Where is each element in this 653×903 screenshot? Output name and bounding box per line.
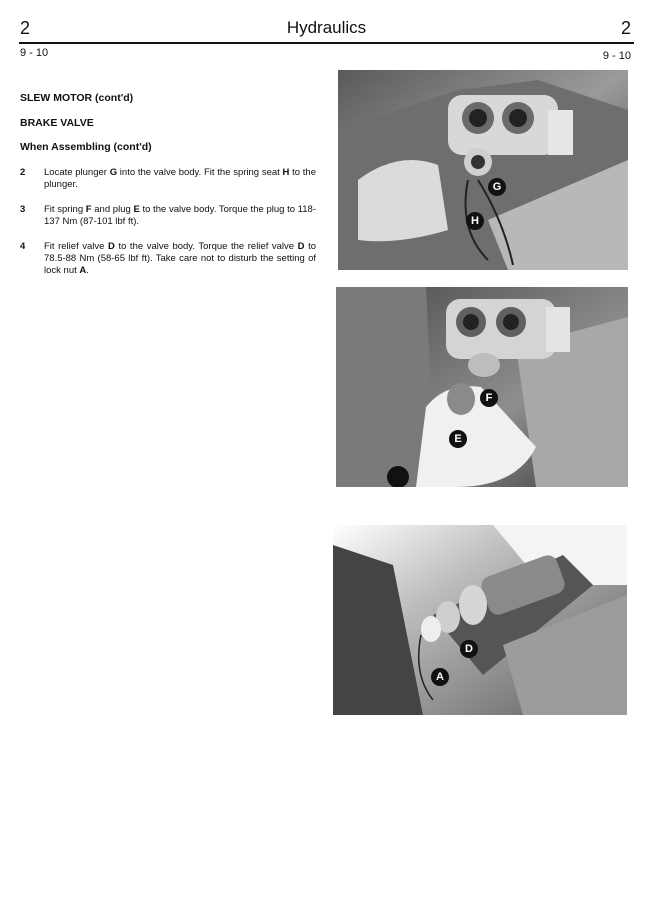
step-number: 4: [20, 241, 26, 252]
chapter-number-right: 2: [620, 18, 631, 38]
photo-spring-plug: [336, 287, 628, 487]
subsection-heading: BRAKE VALVE: [20, 117, 94, 129]
callout-a: A: [431, 668, 449, 686]
page-number-right: 9 - 10: [602, 50, 631, 62]
section-heading: SLEW MOTOR (cont'd): [20, 92, 134, 104]
step-text: Locate plunger G into the valve body. Fit the spring seat H to the plunger.: [44, 167, 316, 190]
step-3: [20, 204, 316, 228]
step-text: Fit spring F and plug E to the valve body. Torque the plug to 118-137 Nm (87-101 lbf ft).: [44, 204, 316, 227]
photo-valve-plunger: [338, 70, 628, 270]
step-2: [20, 167, 316, 191]
page-title: Hydraulics: [286, 18, 367, 37]
step-text: Fit relief valve D to the valve body. Torque the relief valve D to 78.5-88 Nm (58-65 lbf ft). Take care not to disturb the setting of lock nut A.: [44, 241, 316, 276]
callout-e: E: [449, 430, 467, 448]
chapter-number-left: 2: [20, 18, 31, 38]
callout-d: D: [460, 640, 478, 658]
step-number: 3: [20, 204, 26, 215]
header-rule: [19, 42, 634, 44]
callout-g: G: [488, 178, 506, 196]
procedure-heading: When Assembling (cont'd): [20, 141, 152, 153]
step-4: [20, 241, 316, 277]
callout-f: F: [480, 389, 498, 407]
photo-relief-valve: [333, 525, 627, 715]
callout-h: H: [466, 212, 484, 230]
page-number-left: 9 - 10: [20, 47, 49, 59]
step-number: 2: [20, 167, 26, 178]
